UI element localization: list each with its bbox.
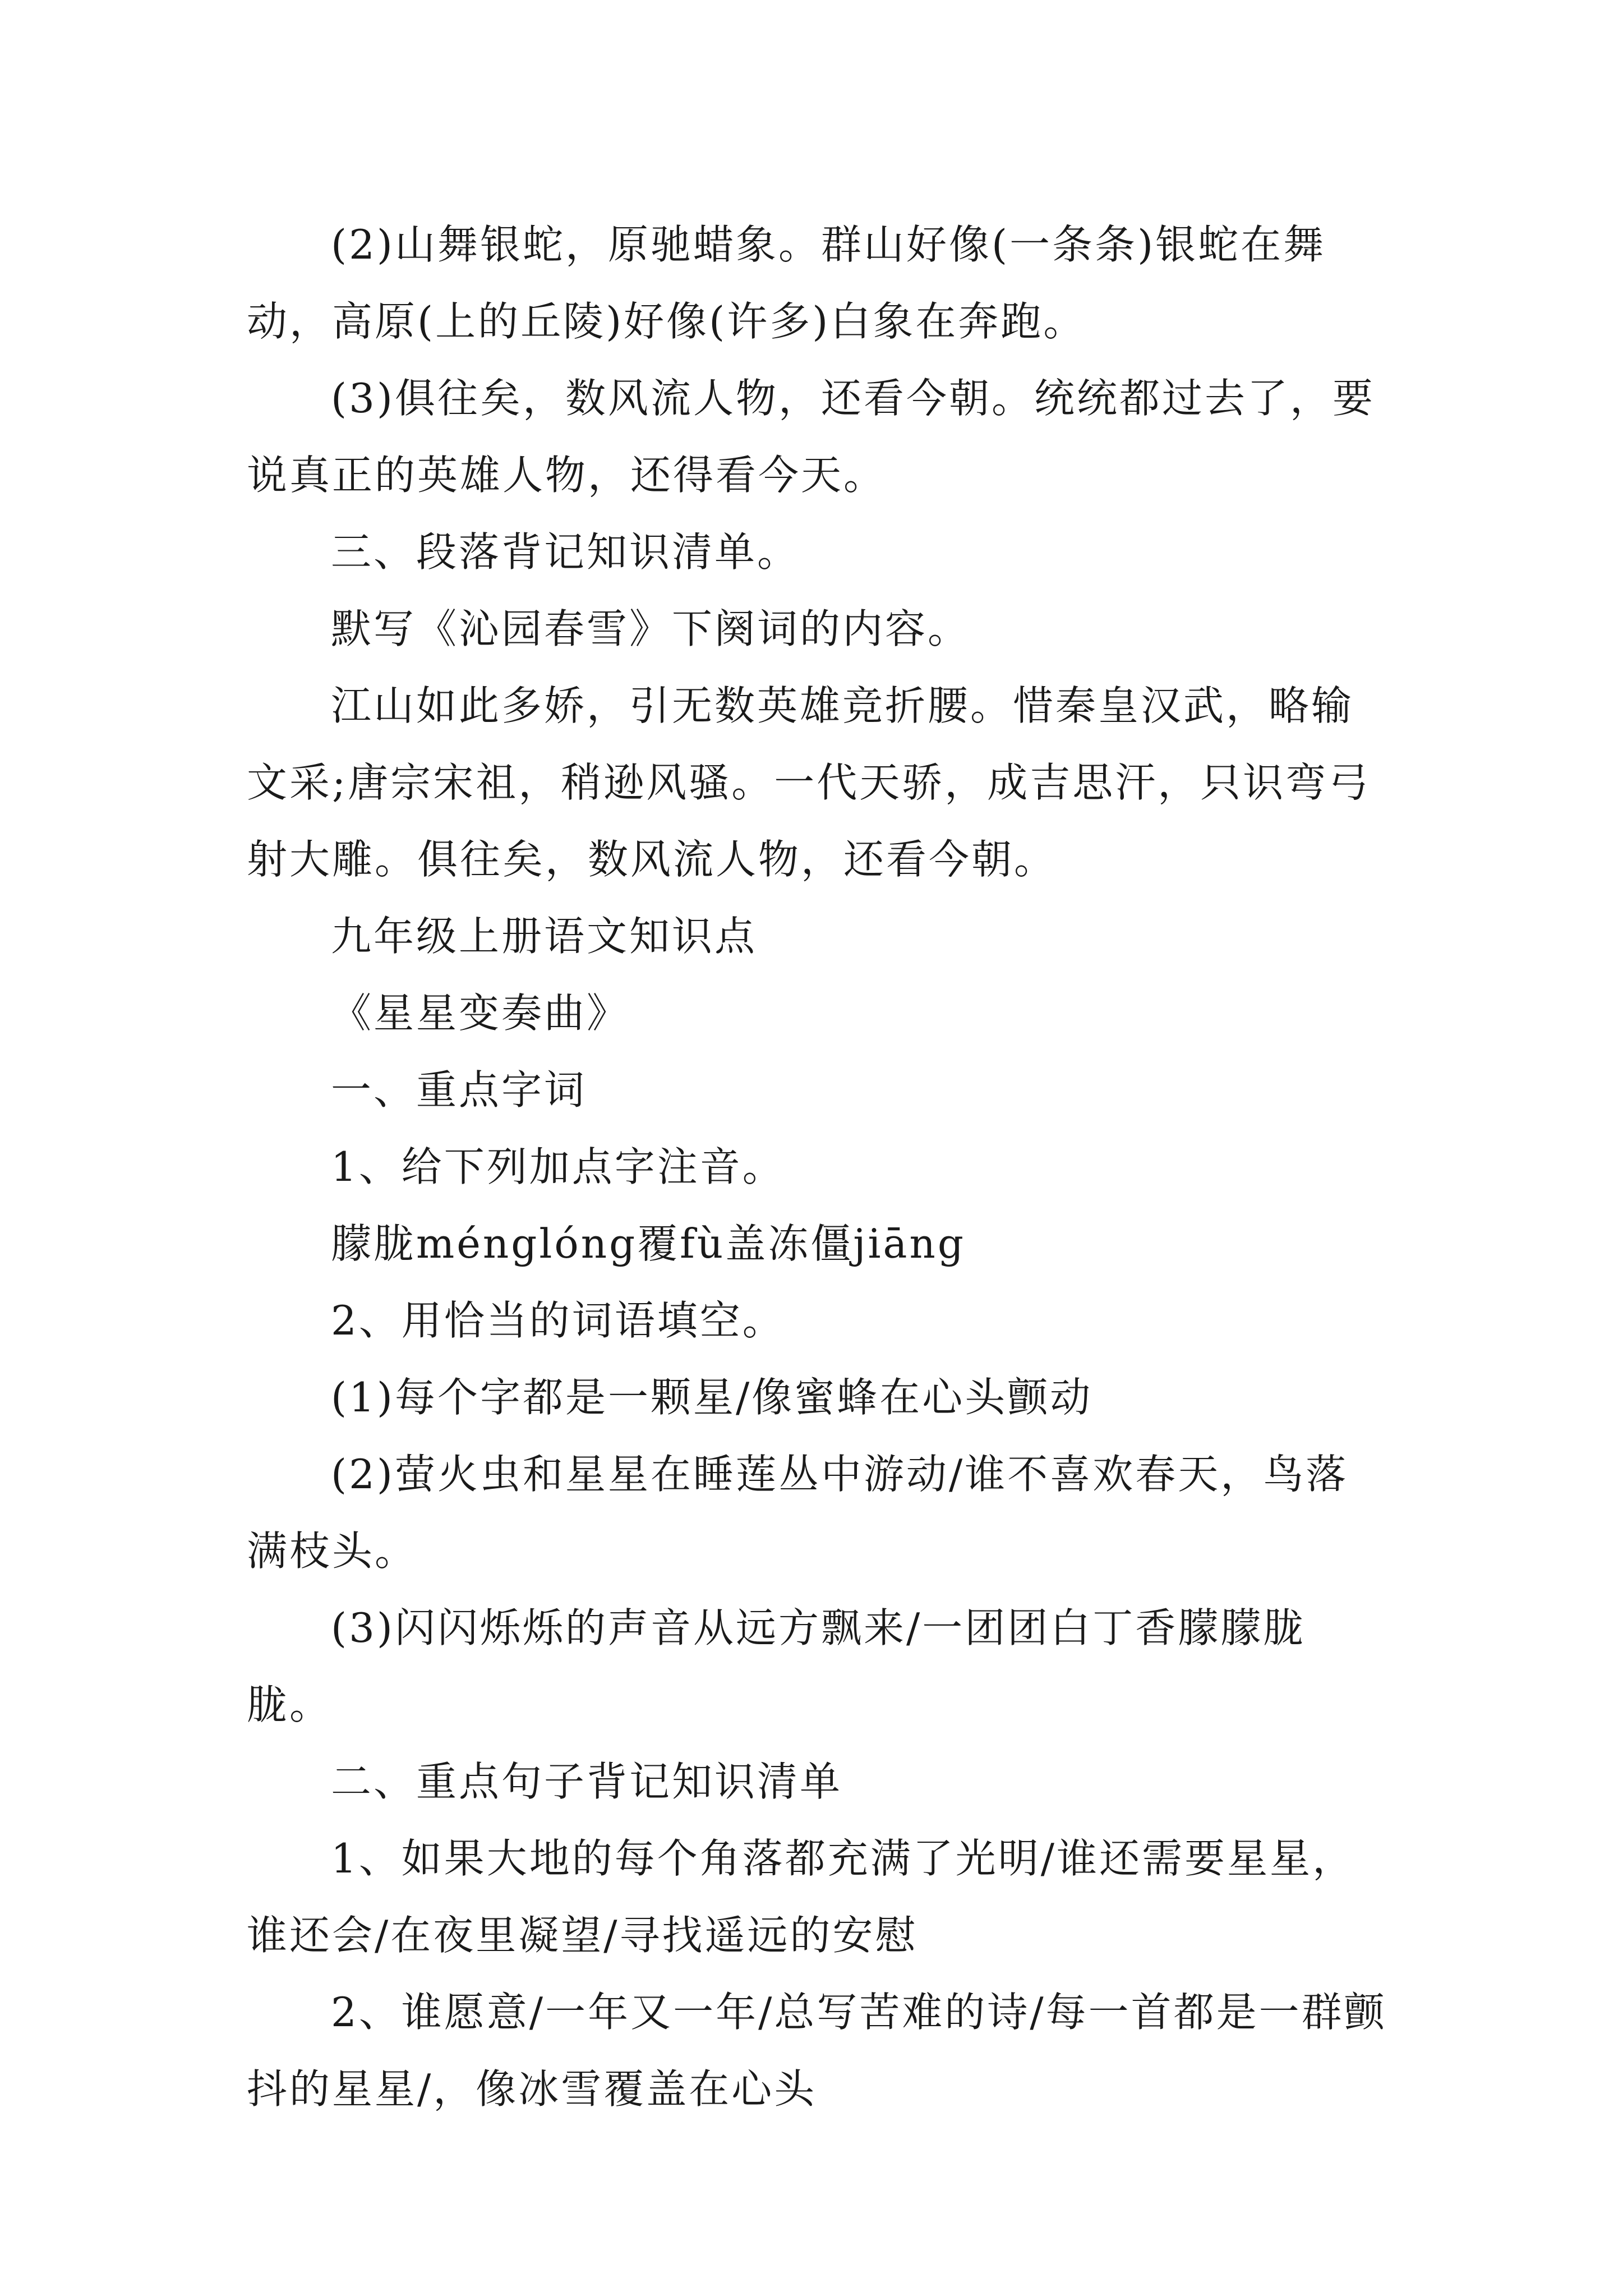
section-heading-key-sentences: 二、重点句子背记知识清单 [331, 1758, 843, 1805]
paragraph-dictation-instruction: 默写《沁园春雪》下阕词的内容。 [331, 605, 971, 652]
item-phonetic-instruction: 1、给下列加点字注音。 [331, 1143, 785, 1190]
item-fill-blank-3: (3)闪闪烁烁的声音从远方飘来/一团团白丁香朦朦胧胧。 [247, 1604, 1306, 1728]
item-fill-blank-instruction: 2、用恰当的词语填空。 [331, 1297, 785, 1344]
paragraph-line-3: (3)俱往矣，数风流人物，还看今朝。统统都过去了，要说真正的英雄人物，还得看今天。 [247, 375, 1375, 499]
heading-grade-nine-knowledge: 九年级上册语文知识点 [331, 913, 758, 960]
item-fill-blank-1: (1)每个字都是一颗星/像蜜蜂在心头颤动 [331, 1374, 1093, 1421]
heading-poem-title: 《星星变奏曲》 [331, 990, 630, 1037]
item-phonetic-answers: 朦胧ménglóng覆fù盖冻僵jiāng [331, 1220, 966, 1267]
section-heading-key-words: 一、重点字词 [331, 1066, 587, 1114]
item-sentence-1: 1、如果大地的每个角落都充满了光明/谁还需要星星，谁还会/在夜里凝望/寻找遥远的安慰 [247, 1835, 1355, 1959]
section-heading-paragraph-recitation: 三、段落背记知识清单。 [331, 528, 800, 576]
item-sentence-2: 2、谁愿意/一年又一年/总写苦难的诗/每一首都是一群颤抖的星星/，像冰雪覆盖在心头 [247, 1989, 1387, 2113]
item-fill-blank-2: (2)萤火虫和星星在睡莲丛中游动/谁不喜欢春天，鸟落满枝头。 [247, 1451, 1349, 1575]
paragraph-poem-text: 江山如此多娇，引无数英雄竞折腰。惜秦皇汉武，略输文采;唐宗宋祖，稍逊风骚。一代天骄，成吉思汗，只识弯弓射大雕。俱往矣，数风流人物，还看今朝。 [247, 682, 1371, 883]
paragraph-line-2: (2)山舞银蛇，原驰蜡象。群山好像(一条条)银蛇在舞动，高原(上的丘陵)好像(许多)白象在奔跑。 [247, 221, 1326, 345]
document-body [247, 206, 1391, 2128]
